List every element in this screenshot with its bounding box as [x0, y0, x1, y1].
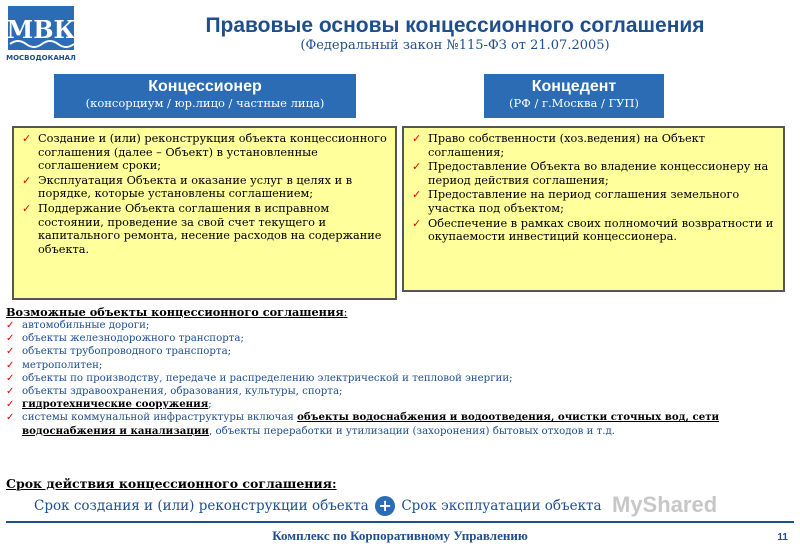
- logo-subtext: МОСВОДОКАНАЛ: [6, 54, 76, 62]
- term-creation: Срок создания и (или) реконструкции объекта: [34, 498, 369, 514]
- grantor-obligations-box: [402, 126, 785, 292]
- list-item: [6, 411, 796, 437]
- list-item-text: Эксплуатация Объекта и оказание услуг в целях и в порядке, которые установлены соглашением;: [38, 173, 353, 201]
- list-item: [22, 174, 389, 201]
- list-item: [412, 188, 777, 215]
- plus-icon: +: [375, 496, 395, 516]
- check-icon: ✓: [412, 216, 422, 230]
- list-item-text: автомобильные дороги;: [22, 320, 150, 331]
- concessioner-title: Концессионер: [148, 78, 262, 95]
- company-logo: [6, 4, 76, 64]
- list-item: [412, 132, 777, 159]
- hydro-suffix: ;: [208, 399, 212, 411]
- list-item-text: Создание и (или) реконструкция объекта концессионного соглашения (далее – Объект) в установленные соглашением сроки;: [38, 132, 387, 173]
- grantor-title: Концедент: [531, 78, 617, 95]
- check-icon: ✓: [6, 386, 15, 398]
- list-item: [6, 385, 796, 398]
- list-item: [6, 398, 796, 411]
- watermark: MyShared: [612, 492, 718, 517]
- list-item: [6, 319, 796, 332]
- list-item-text: Право собственности (хоз.ведения) на Объект соглашения;: [428, 132, 705, 159]
- list-item: [6, 345, 796, 358]
- check-icon: ✓: [6, 412, 15, 424]
- utilities-prefix: системы коммунальной инфраструктуры включая: [22, 412, 298, 424]
- check-icon: ✓: [22, 173, 32, 187]
- utilities-emphasis: объекты водоснабжения и водоотведения, очистки сточных вод, сети водоснабжения и канализации: [22, 411, 720, 437]
- list-item-text: объекты по производству, передаче и распределению электрической и тепловой энергии;: [22, 372, 513, 384]
- logo-text: МВК: [6, 15, 76, 44]
- list-item-text: Предоставление Объекта во владение концессионеру на период действия соглашения;: [428, 160, 769, 187]
- check-icon: ✓: [6, 346, 15, 358]
- check-icon: ✓: [412, 188, 422, 202]
- objects-heading-colon: :: [343, 306, 348, 319]
- page-subtitle: (Федеральный закон №115-ФЗ от 21.07.2005): [300, 38, 610, 53]
- check-icon: ✓: [6, 399, 15, 411]
- hydro-text: гидротехнические сооружения: [22, 398, 209, 411]
- check-icon: ✓: [6, 320, 15, 331]
- page-title: Правовые основы концессионного соглашения: [205, 14, 705, 37]
- possible-objects-section: [6, 305, 796, 438]
- grantor-subtitle: (РФ / г.Москва / ГУП): [509, 96, 639, 110]
- list-item-text: Обеспечение в рамках своих полномочий возвратности и окупаемости инвестиций концессионера.: [428, 216, 774, 244]
- list-item: [412, 160, 777, 187]
- grantor-header: [484, 74, 664, 118]
- list-item: [6, 332, 796, 345]
- list-item-text: объекты трубопроводного транспорта;: [22, 346, 232, 358]
- check-icon: ✓: [412, 132, 422, 145]
- utilities-suffix: , объекты переработки и утилизации (захоронения) бытовых отходов и т.д.: [208, 425, 616, 437]
- list-item: [22, 132, 389, 173]
- list-item: [6, 372, 796, 385]
- term-formula: [34, 496, 602, 516]
- list-item: [412, 217, 777, 244]
- check-icon: ✓: [6, 333, 15, 345]
- list-item-text: объекты железнодорожного транспорта;: [22, 333, 244, 345]
- list-item: [22, 202, 389, 256]
- check-icon: ✓: [6, 359, 15, 371]
- term-heading: Срок действия концессионного соглашения:: [6, 476, 337, 491]
- list-item-text: метрополитен;: [22, 359, 103, 371]
- objects-heading-text: Возможные объекты концессионного соглашения: [6, 305, 344, 319]
- list-item: [6, 359, 796, 372]
- list-item-text: Предоставление на период соглашения земельного участка под объектом;: [428, 188, 740, 215]
- footer-divider: [6, 521, 794, 523]
- footer-text: Комплекс по Корпоративному Управлению: [272, 528, 528, 543]
- check-icon: ✓: [6, 372, 15, 384]
- list-item-text: Поддержание Объекта соглашения в исправном состоянии, проведение за свой счет текущего и капитального ремонта, несение расходов на содержание объекта.: [38, 201, 382, 256]
- concessioner-header: [54, 74, 356, 118]
- check-icon: ✓: [22, 201, 32, 215]
- objects-heading: [6, 305, 796, 319]
- check-icon: ✓: [22, 132, 32, 145]
- list-item-text: объекты здравоохранения, образования, культуры, спорта;: [22, 386, 343, 398]
- concessioner-obligations-box: [12, 126, 397, 300]
- check-icon: ✓: [412, 160, 422, 174]
- concessioner-subtitle: (консорциум / юр.лицо / частные лица): [85, 96, 325, 110]
- term-operation: Срок эксплуатации объекта: [401, 498, 602, 514]
- page-number: 11: [777, 532, 788, 543]
